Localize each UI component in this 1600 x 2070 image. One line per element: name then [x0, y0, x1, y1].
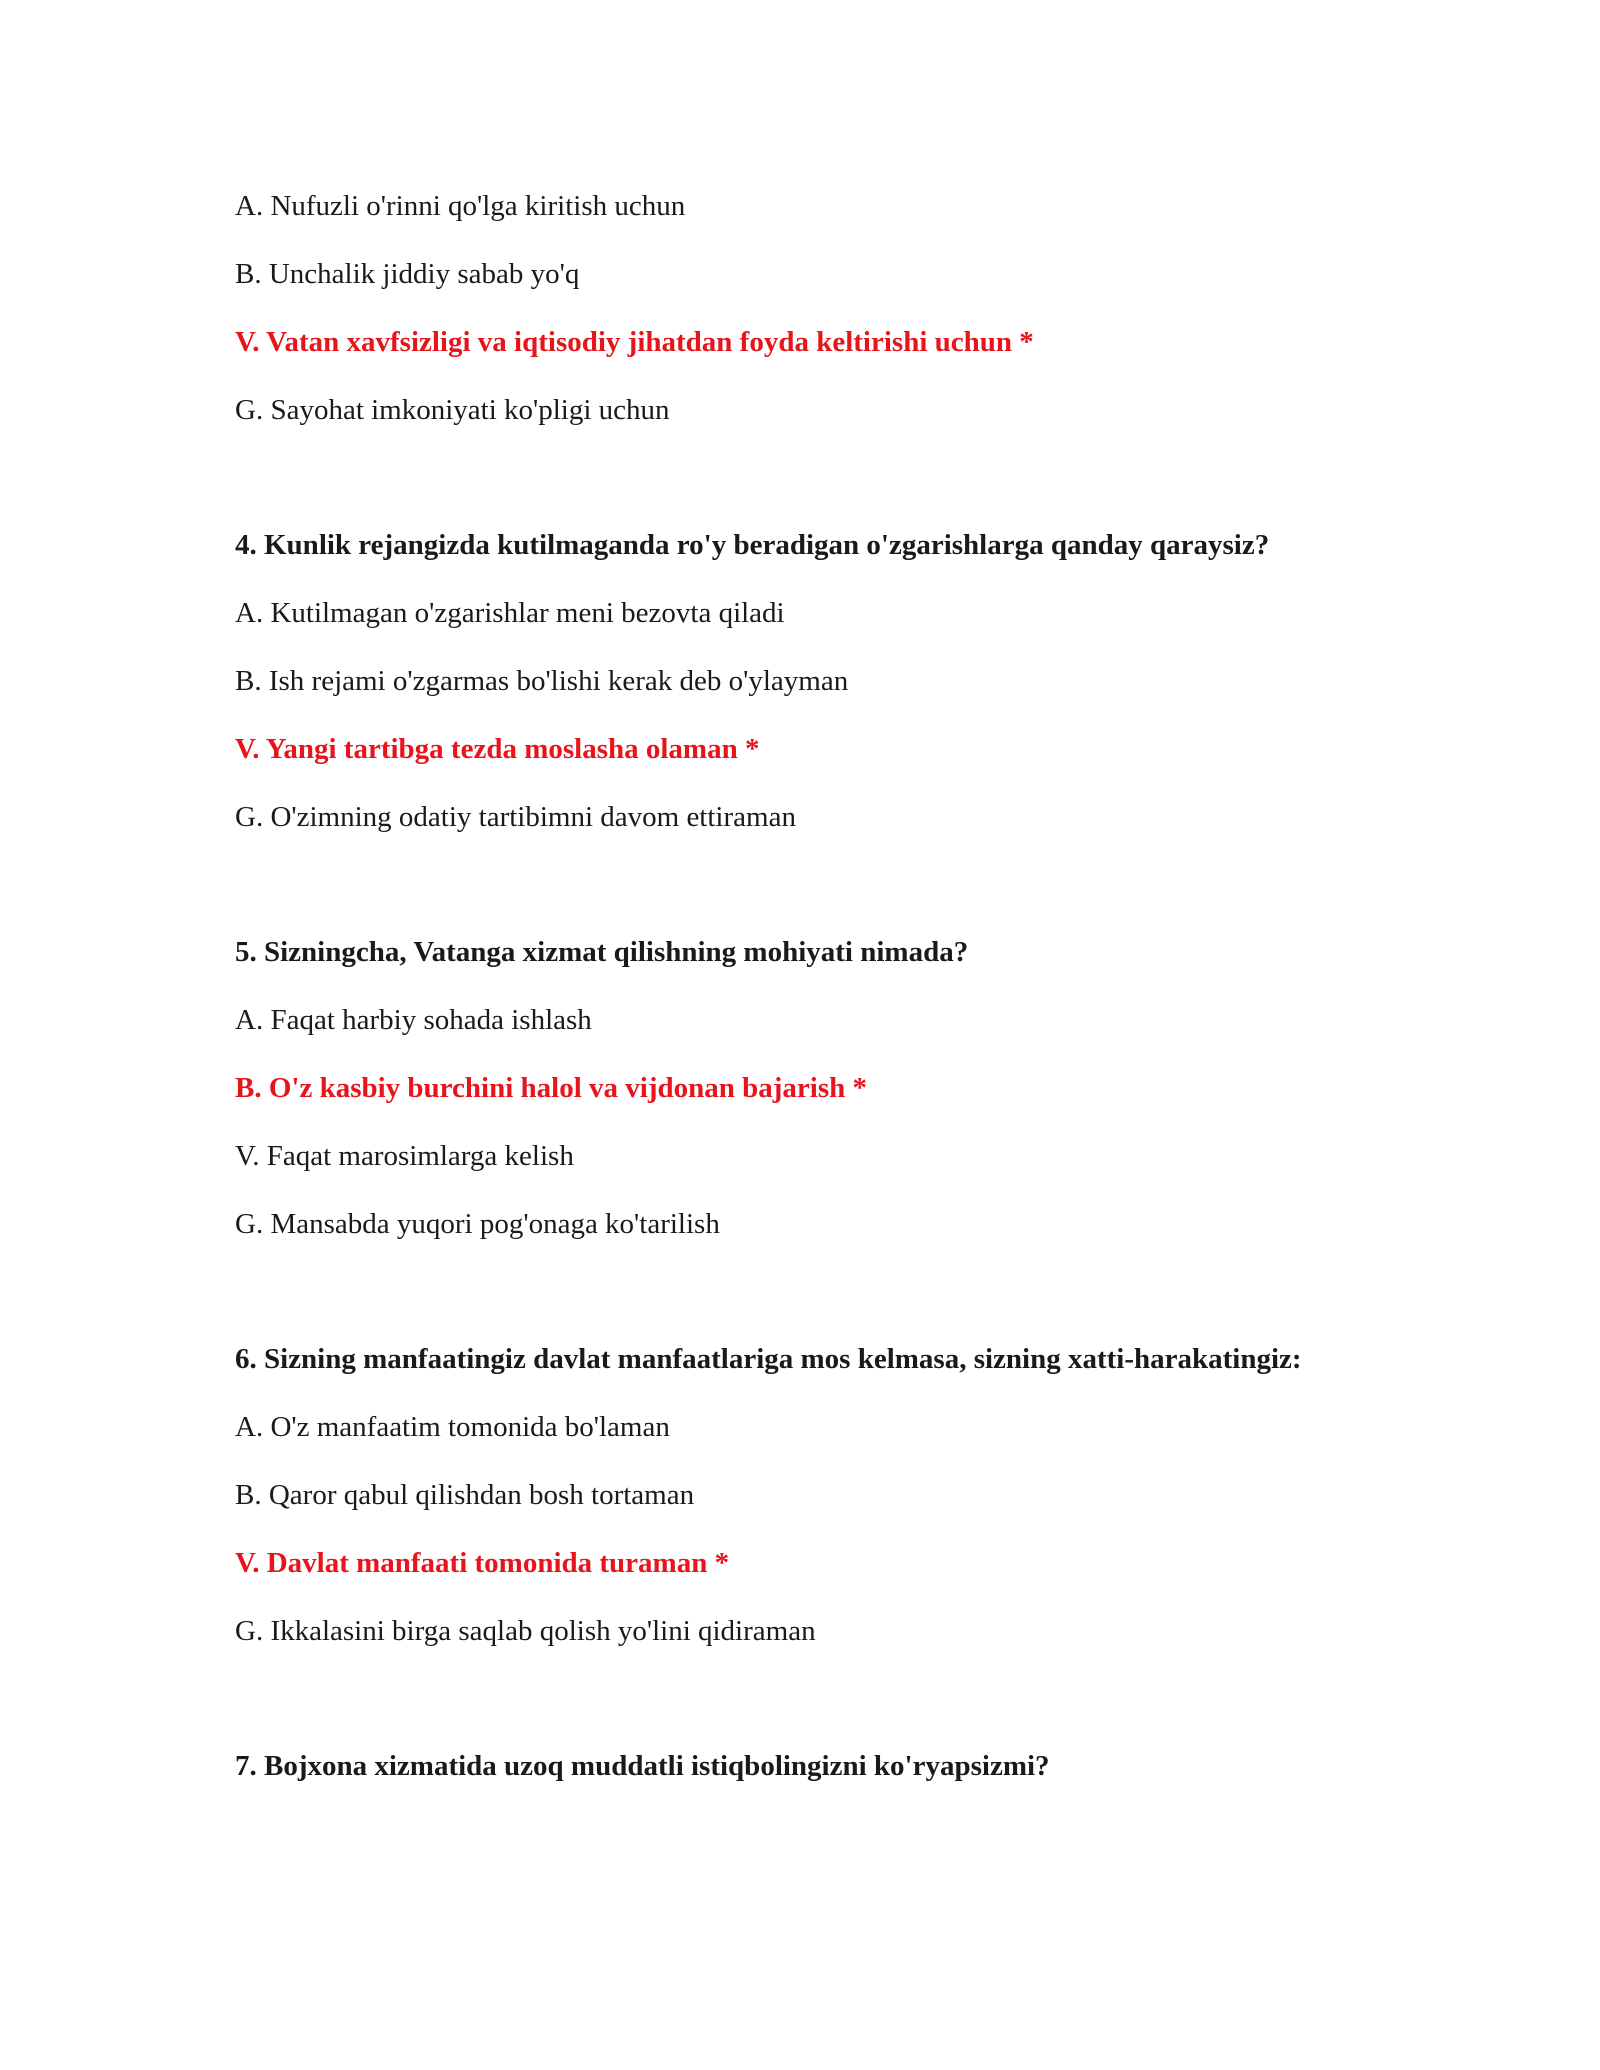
question-title: 6. Sizning manfaatingiz davlat manfaatlariga mos kelmasa, sizning xatti-harakatingiz: [235, 1343, 1302, 1375]
answer-option: G. Ikkalasini birga saqlab qolish yo'lini qidiraman [235, 1615, 816, 1647]
answer-option: G. Mansabda yuqori pog'onaga ko'tarilish [235, 1208, 720, 1240]
correct-answer-option: B. O'z kasbiy burchini halol va vijdonan bajarish * [235, 1072, 867, 1104]
answer-option: V. Faqat marosimlarga kelish [235, 1140, 574, 1172]
answer-option: A. O'z manfaatim tomonida bo'laman [235, 1411, 670, 1443]
answer-option: A. Kutilmagan o'zgarishlar meni bezovta qiladi [235, 597, 785, 629]
question-title: 5. Sizningcha, Vatanga xizmat qilishning mohiyati nimada? [235, 936, 969, 968]
answer-option: A. Faqat harbiy sohada ishlash [235, 1004, 592, 1036]
question-title: 4. Kunlik rejangizda kutilmaganda ro'y beradigan o'zgarishlarga qanday qaraysiz? [235, 529, 1270, 561]
document-page [235, 186, 1415, 1814]
answer-option: B. Qaror qabul qilishdan bosh tortaman [235, 1479, 695, 1511]
answer-option: B. Unchalik jiddiy sabab yo'q [235, 258, 580, 290]
answer-option: A. Nufuzli o'rinni qo'lga kiritish uchun [235, 190, 686, 222]
question-title: 7. Bojxona xizmatida uzoq muddatli istiqbolingizni ko'ryapsizmi? [235, 1750, 1050, 1782]
correct-answer-option: V. Yangi tartibga tezda moslasha olaman * [235, 733, 760, 765]
answer-option: B. Ish rejami o'zgarmas bo'lishi kerak deb o'ylayman [235, 665, 849, 697]
answer-option: G. O'zimning odatiy tartibimni davom ettiraman [235, 801, 796, 833]
answer-option: G. Sayohat imkoniyati ko'pligi uchun [235, 394, 670, 426]
correct-answer-option: V. Davlat manfaati tomonida turaman * [235, 1547, 730, 1579]
correct-answer-option: V. Vatan xavfsizligi va iqtisodiy jihatdan foyda keltirishi uchun * [235, 326, 1034, 358]
